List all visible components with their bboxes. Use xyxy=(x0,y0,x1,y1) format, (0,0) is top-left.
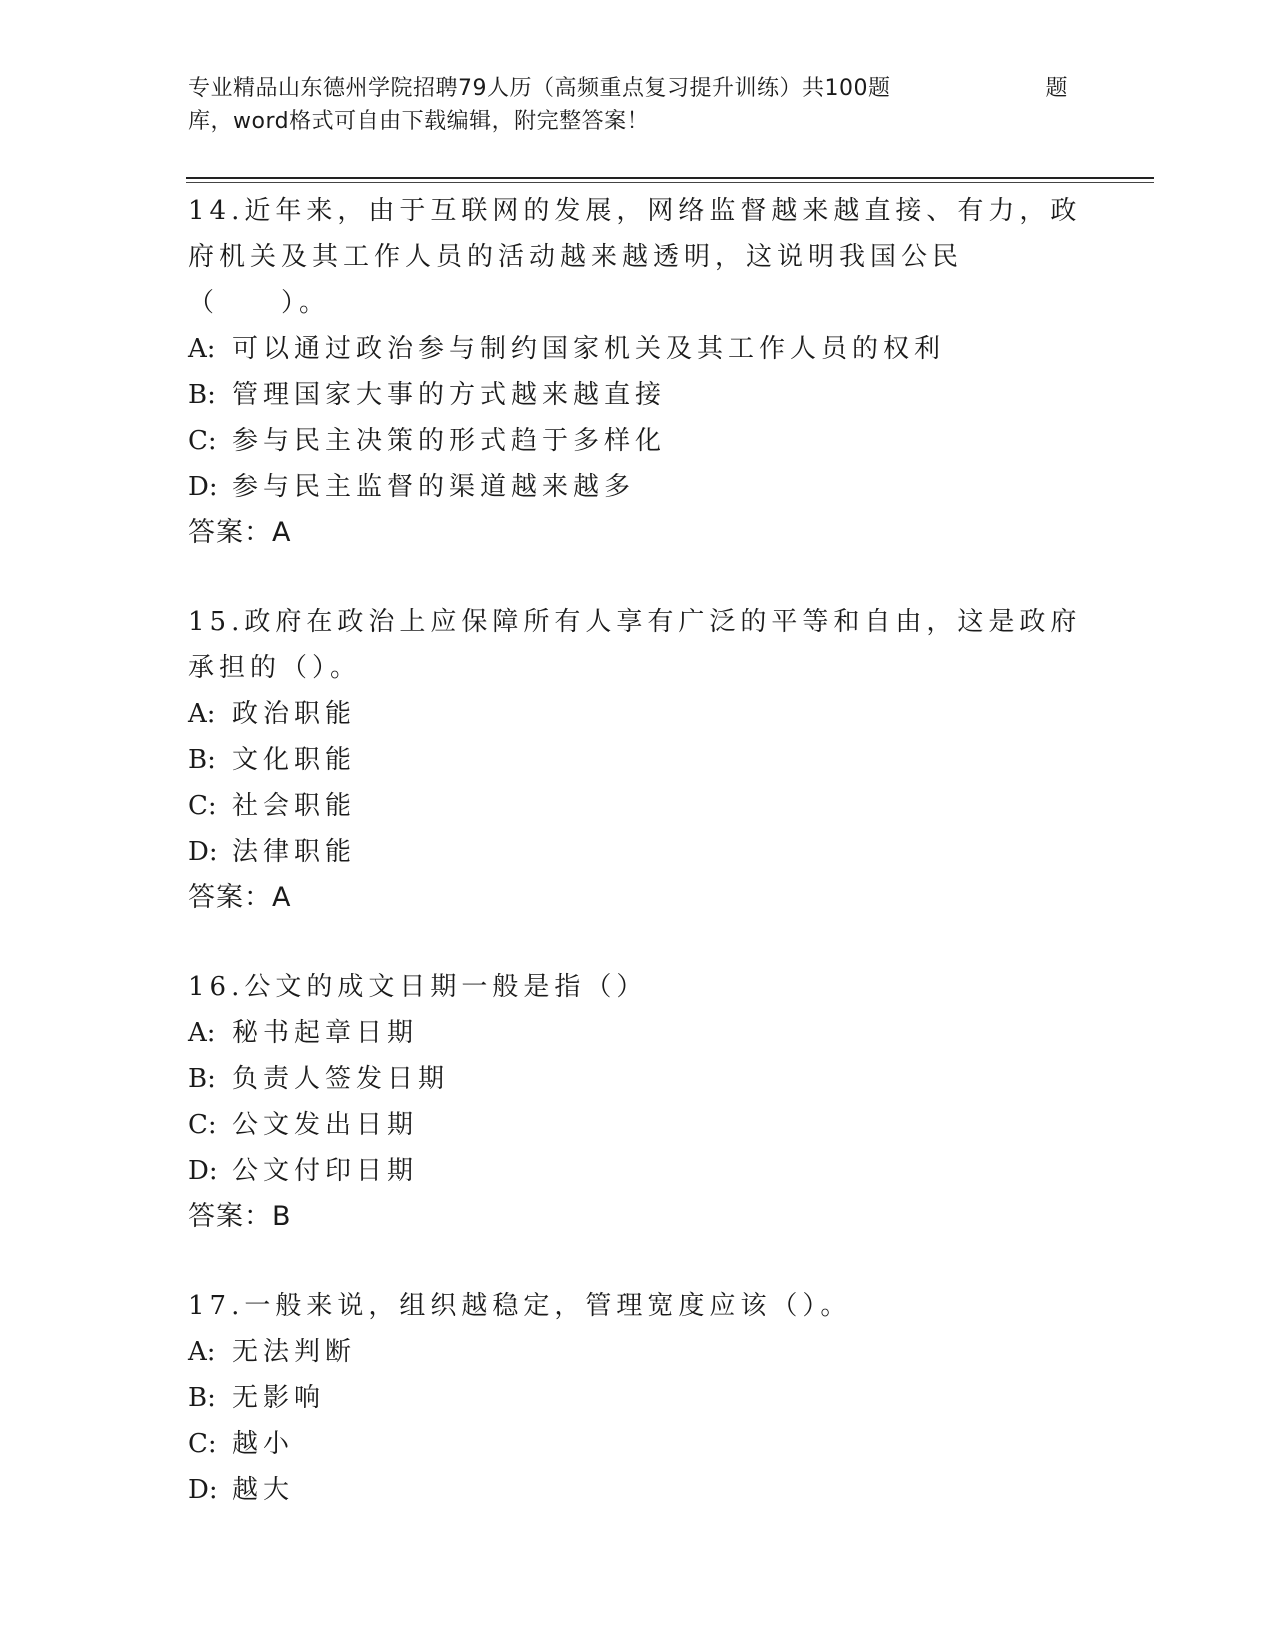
option-key: D: xyxy=(188,1156,218,1186)
option-key: B: xyxy=(188,1383,216,1413)
option-key: C: xyxy=(188,426,217,456)
option-text: 无法判断 xyxy=(232,1337,357,1367)
option-key: C: xyxy=(188,1110,217,1140)
option-a xyxy=(188,691,1088,737)
option-text: 可以通过政治参与制约国家机关及其工作人员的权利 xyxy=(232,334,946,364)
option-text: 管理国家大事的方式越来越直接 xyxy=(232,380,667,410)
option-c xyxy=(188,1102,1088,1148)
header-line-2: 库，word格式可自由下载编辑，附完整答案！ xyxy=(188,109,650,134)
header-line-1 xyxy=(188,72,1068,105)
document-header xyxy=(188,72,1068,138)
question-text: 16.公文的成文日期一般是指（） xyxy=(188,972,648,1002)
option-key: B: xyxy=(188,380,216,410)
option-d xyxy=(188,829,1088,875)
option-text: 公文付印日期 xyxy=(232,1156,419,1186)
option-key: C: xyxy=(188,791,217,821)
question-17 xyxy=(188,1283,1088,1513)
option-key: B: xyxy=(188,1064,216,1094)
option-a xyxy=(188,1329,1088,1375)
header-divider-thick xyxy=(186,177,1154,179)
option-text: 文化职能 xyxy=(232,745,357,775)
option-text: 无影响 xyxy=(232,1383,326,1413)
option-text: 负责人签发日期 xyxy=(232,1064,450,1094)
option-key: C: xyxy=(188,1429,217,1459)
question-list xyxy=(188,188,1088,1556)
option-key: B: xyxy=(188,745,216,775)
option-b xyxy=(188,372,1088,418)
option-key: A: xyxy=(188,699,216,729)
option-a xyxy=(188,326,1088,372)
option-c xyxy=(188,418,1088,464)
option-key: A: xyxy=(188,1337,216,1367)
header-divider-thin xyxy=(186,182,1154,183)
answer-line: 答案：A xyxy=(188,882,292,913)
option-b xyxy=(188,737,1088,783)
option-text: 政治职能 xyxy=(232,699,357,729)
question-text: 17.一般来说，组织越稳定，管理宽度应该（）。 xyxy=(188,1291,852,1321)
option-text: 越小 xyxy=(232,1429,295,1459)
option-text: 参与民主监督的渠道越来越多 xyxy=(232,472,636,502)
option-d xyxy=(188,1467,1088,1513)
option-text: 秘书起章日期 xyxy=(232,1018,419,1048)
option-a xyxy=(188,1010,1088,1056)
option-key: A: xyxy=(188,1018,216,1048)
option-text: 越大 xyxy=(232,1475,295,1505)
option-b xyxy=(188,1375,1088,1421)
question-14 xyxy=(188,188,1088,556)
option-text: 公文发出日期 xyxy=(232,1110,419,1140)
option-c xyxy=(188,1421,1088,1467)
option-c xyxy=(188,783,1088,829)
option-key: D: xyxy=(188,1475,218,1505)
question-text: 15.政府在政治上应保障所有人享有广泛的平等和自由，这是政府承担的（）。 xyxy=(188,607,1082,683)
question-16 xyxy=(188,964,1088,1240)
option-b xyxy=(188,1056,1088,1102)
option-text: 参与民主决策的形式趋于多样化 xyxy=(232,426,667,456)
answer-line: 答案：A xyxy=(188,517,292,548)
answer-line: 答案：B xyxy=(188,1201,292,1232)
option-text: 法律职能 xyxy=(232,837,357,867)
option-key: D: xyxy=(188,837,218,867)
question-text: 14.近年来，由于互联网的发展，网络监督越来越直接、有力，政府机关及其工作人员的活动越来越透明，这说明我国公民（ ）。 xyxy=(188,196,1082,318)
header-title-suffix: 题 xyxy=(1045,76,1068,101)
option-key: D: xyxy=(188,472,218,502)
header-title: 专业精品山东德州学院招聘79人历（高频重点复习提升训练）共100题 xyxy=(188,76,891,101)
option-d xyxy=(188,1148,1088,1194)
option-d xyxy=(188,464,1088,510)
option-key: A: xyxy=(188,334,216,364)
option-text: 社会职能 xyxy=(232,791,357,821)
question-15 xyxy=(188,599,1088,921)
